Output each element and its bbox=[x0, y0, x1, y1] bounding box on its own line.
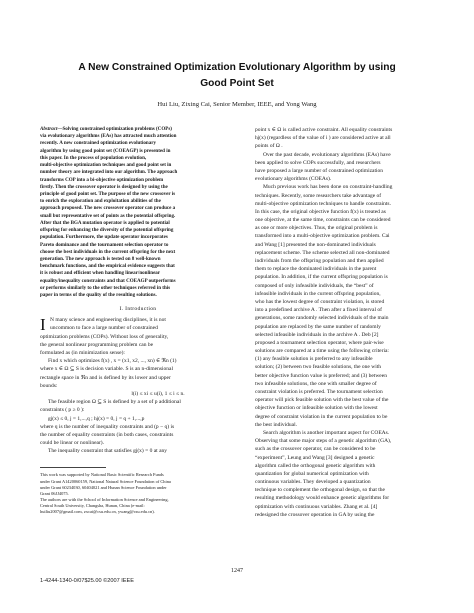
abstract-line: via evolutionary algorithms (EAs) has attracted much attention bbox=[40, 133, 177, 140]
text-line: under Grant A1420060159, National Natural Science Foundation of China bbox=[40, 478, 171, 484]
text-line: population. In addition, if the current offspring population is bbox=[255, 274, 388, 281]
text-line: selected infeasible individuals in the archive A . Deb [2] bbox=[255, 331, 379, 338]
text-line: Search algorithm is another important aspect for COEAs. bbox=[263, 429, 390, 436]
abstract-line: small but representative set of points as the potential offspring. bbox=[40, 212, 176, 219]
abstract-line: generation. The new approach is tested on 8 well-known bbox=[40, 255, 161, 262]
text-line: degree of constraint violation in the current population to be bbox=[255, 413, 388, 420]
text-line: one objective, at the same time, constraints can be considered bbox=[255, 217, 391, 224]
text-line: individuals from the offspring population and then applied bbox=[255, 258, 384, 264]
text-line: have proposed a large number of constrained optimization bbox=[255, 167, 384, 174]
text-line: objective function or infeasible solution with the lowest bbox=[255, 405, 378, 412]
text-line: N many science and engineering disciplines, it is not bbox=[50, 317, 166, 324]
abstract-line: multi-objective optimization techniques and good point set in bbox=[40, 162, 172, 169]
page-number: 1247 bbox=[231, 568, 243, 574]
abstract-line: benchmark functions, and the empirical evidence suggests that bbox=[40, 263, 175, 270]
text-line: proposed a tournament selection operator, where pair-wise bbox=[255, 339, 384, 346]
text-line: two infeasible solutions, the one with smaller degree of bbox=[255, 380, 377, 387]
introduction-text bbox=[40, 316, 236, 455]
text-line: optimization with continuous variables. Zhang et al. [4] bbox=[255, 503, 378, 510]
text-line: optimization problems (COPs). Without loss of generality, bbox=[40, 333, 169, 340]
footnotes bbox=[40, 472, 236, 515]
text-line: techniques. Recently, some researchers take advantage of bbox=[255, 192, 382, 199]
title-line-1: A New Constrained Optimization Evolutionary Algorithm by using bbox=[78, 62, 396, 73]
right-column-text bbox=[255, 126, 447, 519]
text-line: In this case, the original objective function f(x) is treated as bbox=[255, 208, 386, 215]
equation-1: Find x which optimizes f(x) , x = (x1, x2, ..., xn) ∈ ℜn (1) bbox=[48, 358, 177, 365]
text-line: operator will pick feasible solution with the best value of the bbox=[255, 397, 389, 404]
abstract-line: choose the best individuals in the current offspring for the next bbox=[40, 248, 176, 255]
abstract-line: transforms COP into a bi-objective optimization problem bbox=[40, 176, 164, 183]
text-line: technique to complement the orthogonal design, so that the bbox=[255, 487, 385, 494]
abstract-line: paper in terms of the quality of the resulting solutions. bbox=[40, 292, 157, 299]
text-line: the number of equality constraints (in both cases, constraints bbox=[40, 431, 174, 438]
text-line: The feasible region Ω ⊆ S is defined by a set of p additional bbox=[48, 399, 181, 406]
left-column bbox=[40, 126, 236, 515]
text-line: hj(x) (regardless of the value of i ) are considered active at all bbox=[255, 135, 391, 142]
text-line: point x ∈ Ω is called active constraint. All equality constraints bbox=[255, 127, 393, 133]
abstract-line: Pareto dominance and the tournament selection operator to bbox=[40, 241, 169, 248]
copyright-notice: 1-4244-1340-0/07$25.00 ©2007 IEEE bbox=[40, 578, 135, 584]
text-line: composed of only infeasible individuals, the “best” of bbox=[255, 282, 374, 289]
text-line: “experiment”, Leung and Wang [3] designed a genetic bbox=[255, 454, 375, 461]
text-line: multi-objective optimization techniques to handle constraints. bbox=[255, 200, 391, 207]
abstract-line: offspring for enhancing the diversity of the potential offspring bbox=[40, 227, 174, 234]
abstract-line: population. Furthermore, the update operator incorporates bbox=[40, 234, 168, 241]
abstract-line: firstly. Then the crossover operator is designed by using the bbox=[40, 183, 168, 190]
text-line: Over the past decade, evolutionary algorithms (EAs) have bbox=[263, 151, 391, 158]
text-line: Observing that some major steps of a genetic algorithm (GA), bbox=[255, 438, 392, 445]
text-line: solutions are compared at a time using the following criteria: bbox=[255, 348, 389, 355]
text-line: This work was supported by National Basic Scientific Research Funds bbox=[40, 472, 164, 478]
abstract-label: Abstract bbox=[40, 126, 58, 132]
equation-2: l(i) ≤ xi ≤ u(i), 1 ≤ i ≤ n. bbox=[131, 390, 185, 397]
text-line: infeasible individuals in the current offspring population, bbox=[255, 290, 381, 297]
text-line: under Grant 60234030, 60404021 and Hunan Science Foundation under bbox=[40, 484, 167, 490]
abstract-line: to enrich the exploration and exploitation abilities of the bbox=[40, 198, 161, 205]
text-line: Much previous work has been done on constraint-handling bbox=[263, 184, 393, 191]
text-line: The authors are with the School of Information Science and Engineering, bbox=[40, 496, 169, 502]
dropcap-letter: I bbox=[40, 315, 46, 335]
text-line: such as the crossover operator, can be considered to be bbox=[255, 446, 376, 453]
abstract-line: approach proposed. The new crossover operator can produce a bbox=[40, 205, 176, 212]
text-line: where x ∈ Ω ⊆ S is decision variable. S is an n-dimensional bbox=[40, 366, 173, 373]
text-line: as one or more objectives. Thus, the original problem is bbox=[255, 225, 378, 232]
text-line: into a predefined archive A . Then after a fixed interval of bbox=[255, 307, 382, 314]
text-line: quantization for global numerical optimization with bbox=[255, 470, 369, 477]
text-line: them to replace the dominated individuals in the parent bbox=[255, 266, 377, 273]
text-line: The inequality constraint that satisfies gj(x) = 0 at any bbox=[48, 448, 168, 455]
abstract-line: or performs similarly to the other techniques referred in this bbox=[40, 284, 171, 291]
footnote-divider bbox=[40, 467, 106, 468]
text-line: constraints ( p ≥ 0 ): bbox=[40, 407, 85, 414]
abstract-line: this paper. In the process of population evolution, bbox=[40, 154, 147, 161]
text-line: the best individual. bbox=[255, 421, 298, 428]
text-line: bounds: bbox=[40, 382, 58, 389]
title-line-2: Good Point Set bbox=[200, 78, 274, 89]
text-line: huiliu2007@gmail.com, zxcai@csu.edu.cn, ywang@csu.edu.cn). bbox=[40, 509, 155, 514]
text-line: resulting methodology would enhance genetic algorithms for bbox=[255, 495, 390, 502]
text-line: rectangle space in ℜn and is defined by its lower and upper bbox=[40, 374, 171, 381]
abstract-line: recently. A new constrained optimization evolutionary bbox=[40, 140, 156, 147]
abstract bbox=[40, 126, 236, 299]
abstract-line: algorithm by using good point set (COEAGP) is presented in bbox=[40, 147, 171, 154]
text-line: redesigned the crossover operation in GA by using the bbox=[255, 511, 375, 518]
text-line: evolutionary algorithms (COEAs). bbox=[255, 176, 332, 183]
text-line: constraint violation is preferred. The tournament selection bbox=[255, 389, 383, 395]
text-line: where q is the number of inequality constraints and (p − q) is bbox=[40, 423, 175, 430]
author-line: Hui Liu, Zixing Cai, Senior Member, IEEE, and Yong Wang bbox=[157, 101, 317, 108]
text-line: the general nonlinear programming problem can be bbox=[40, 341, 154, 348]
equation-3: gj(x) ≤ 0, j = 1,...,q ; hj(x) = 0, j = q + 1,...,p bbox=[48, 415, 145, 422]
abstract-line: principle of good point set. The purpose of the new crossover is bbox=[40, 190, 176, 197]
text-line: (1) any feasible solution is preferred to any infeasible bbox=[255, 356, 373, 363]
text-line: better objective function value is preferred; and (3) between bbox=[255, 372, 387, 379]
text-line: population are replaced by the same number of randomly bbox=[255, 323, 381, 330]
section-heading: I. Introduction bbox=[119, 306, 157, 313]
text-line: algorithm called the orthogonal genetic algorithm with bbox=[255, 462, 376, 469]
text-line: who has the lowest degree of constraint violation, is stored bbox=[255, 298, 385, 305]
abstract-line: it is robust and efficient when handling linear/nonlinear bbox=[40, 270, 161, 277]
text-line: Central South University, Changsha, Hunan, China (e-mail: bbox=[40, 502, 145, 508]
text-line: solution; (2) between two feasible solutions, the one with bbox=[255, 364, 382, 371]
text-line: generations, some randomly selected individuals of the main bbox=[255, 315, 389, 322]
text-line: formulated as (in minimization sense): bbox=[40, 350, 125, 356]
text-line: could be linear or nonlinear). bbox=[40, 440, 104, 447]
text-line: uncommon to face a large number of constrained bbox=[50, 325, 158, 332]
abstract-line: After that the BGA mutation operator is applied to potential bbox=[40, 219, 170, 226]
abstract-line: Abstract—Solving constrained optimization problems (COPs) bbox=[40, 126, 172, 132]
abstract-line: equality/inequality constraints and that COEAGP outperforms bbox=[40, 277, 176, 284]
text-line: transformed into a multi-objective optimization problem. Cai bbox=[255, 233, 390, 240]
text-line: continuous variables. They developed a quantization bbox=[255, 479, 371, 486]
paper-title bbox=[40, 60, 434, 92]
text-line: and Wang [1] presented the non-dominated individuals bbox=[255, 241, 376, 248]
text-line: points of Ω . bbox=[255, 143, 283, 150]
text-line: Grant 06JJ4075. bbox=[40, 490, 69, 496]
text-line: been applied to solve COPs successfully, and researchers bbox=[255, 159, 381, 166]
right-column bbox=[255, 126, 447, 519]
text-line: replacement scheme. The scheme selected all non-dominated bbox=[255, 249, 390, 256]
dropcap-paragraph bbox=[40, 315, 236, 335]
abstract-line: number theory are integrated into our algorithm. The approach bbox=[40, 169, 178, 176]
